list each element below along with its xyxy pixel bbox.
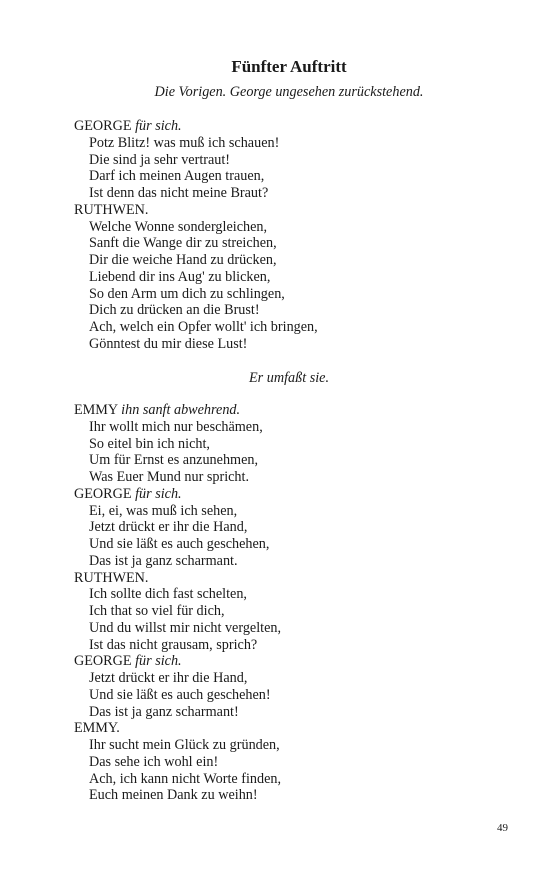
verse-line: Um für Ernst es anzunehmen, <box>89 452 259 469</box>
verse-line: Jetzt drückt er ihr die Hand, <box>89 670 248 686</box>
verse-line: Das ist ja ganz scharmant. <box>89 552 238 569</box>
verse-line: Ist das nicht grausam, sprich? <box>89 636 258 653</box>
verse-line: Das ist ja ganz scharmant! <box>89 703 239 720</box>
speaker-direction: für sich. <box>135 653 182 670</box>
verse-line: So den Arm um dich zu schlingen, <box>89 285 285 302</box>
speaker-line <box>74 570 504 587</box>
speaker-line <box>74 486 504 503</box>
speaker-name: EMMY <box>74 402 118 418</box>
verse-line: Und sie läßt es auch geschehen! <box>89 686 271 703</box>
verse-line: Ihr wollt mich nur beschämen, <box>89 418 263 435</box>
verse-line: Ich sollte dich fast schelten, <box>89 586 247 603</box>
verse-line: Jetzt drückt er ihr die Hand, <box>89 519 248 536</box>
verse-line: Sanft die Wange dir zu streichen, <box>89 235 277 252</box>
verse-line: Dich zu drücken an die Brust! <box>89 302 260 319</box>
verse-line: Liebend dir ins Aug' zu blicken, <box>89 268 271 285</box>
verse-line: Das sehe ich wohl ein! <box>89 753 219 770</box>
verse-line: Ihr sucht mein Glück zu gründen, <box>89 737 280 753</box>
verse-line: Darf ich meinen Augen trauen, <box>89 168 265 185</box>
scene-stage-direction: Die Vorigen. George ungesehen zurückstehend. <box>154 84 424 100</box>
verse-line: Ei, ei, was muß ich sehen, <box>89 502 238 519</box>
speaker-name: GEORGE <box>74 118 132 134</box>
speaker-direction: für sich. <box>135 118 182 134</box>
speaker-line <box>74 402 504 419</box>
dialogue-block-2 <box>74 402 504 804</box>
verse-line: Ich that so viel für dich, <box>89 603 225 619</box>
speaker-name: GEORGE <box>74 485 132 502</box>
verse-line: Gönntest du mir diese Lust! <box>89 335 248 352</box>
speaker-name: RUTHWEN. <box>74 201 149 218</box>
speaker-name: RUTHWEN. <box>74 569 149 586</box>
verse-line: Und sie läßt es auch geschehen, <box>89 536 270 552</box>
verse-line: Was Euer Mund nur spricht. <box>89 469 250 485</box>
speaker-line <box>74 118 504 135</box>
verse-line: Dir die weiche Hand zu drücken, <box>89 252 277 268</box>
verse-line: Welche Wonne sondergleichen, <box>89 218 268 235</box>
speaker-name: GEORGE <box>74 653 132 670</box>
speaker-name: EMMY. <box>74 720 120 737</box>
speaker-direction: ihn sanft abwehrend. <box>121 402 241 418</box>
verse-line: Die sind ja sehr vertraut! <box>89 151 231 168</box>
speaker-line <box>74 653 504 670</box>
verse-line: Ach, ich kann nicht Worte finden, <box>89 770 282 787</box>
speaker-line <box>74 720 504 737</box>
verse-line: Euch meinen Dank zu weihn! <box>89 787 258 804</box>
page-number: 49 <box>497 822 508 834</box>
verse-line: Ist denn das nicht meine Braut? <box>89 185 269 201</box>
speaker-direction: für sich. <box>135 485 182 502</box>
verse-line: Potz Blitz! was muß ich schauen! <box>89 134 280 151</box>
scene-title: Fünfter Auftritt <box>231 57 347 76</box>
verse-line: Ach, welch ein Opfer wollt' ich bringen, <box>89 319 318 335</box>
dialogue-block-1 <box>74 118 504 353</box>
stage-direction-embrace: Er umfaßt sie. <box>249 370 329 386</box>
verse-line: Und du willst mir nicht vergelten, <box>89 619 282 636</box>
verse-line: So eitel bin ich nicht, <box>89 435 210 452</box>
speaker-line <box>74 202 504 219</box>
